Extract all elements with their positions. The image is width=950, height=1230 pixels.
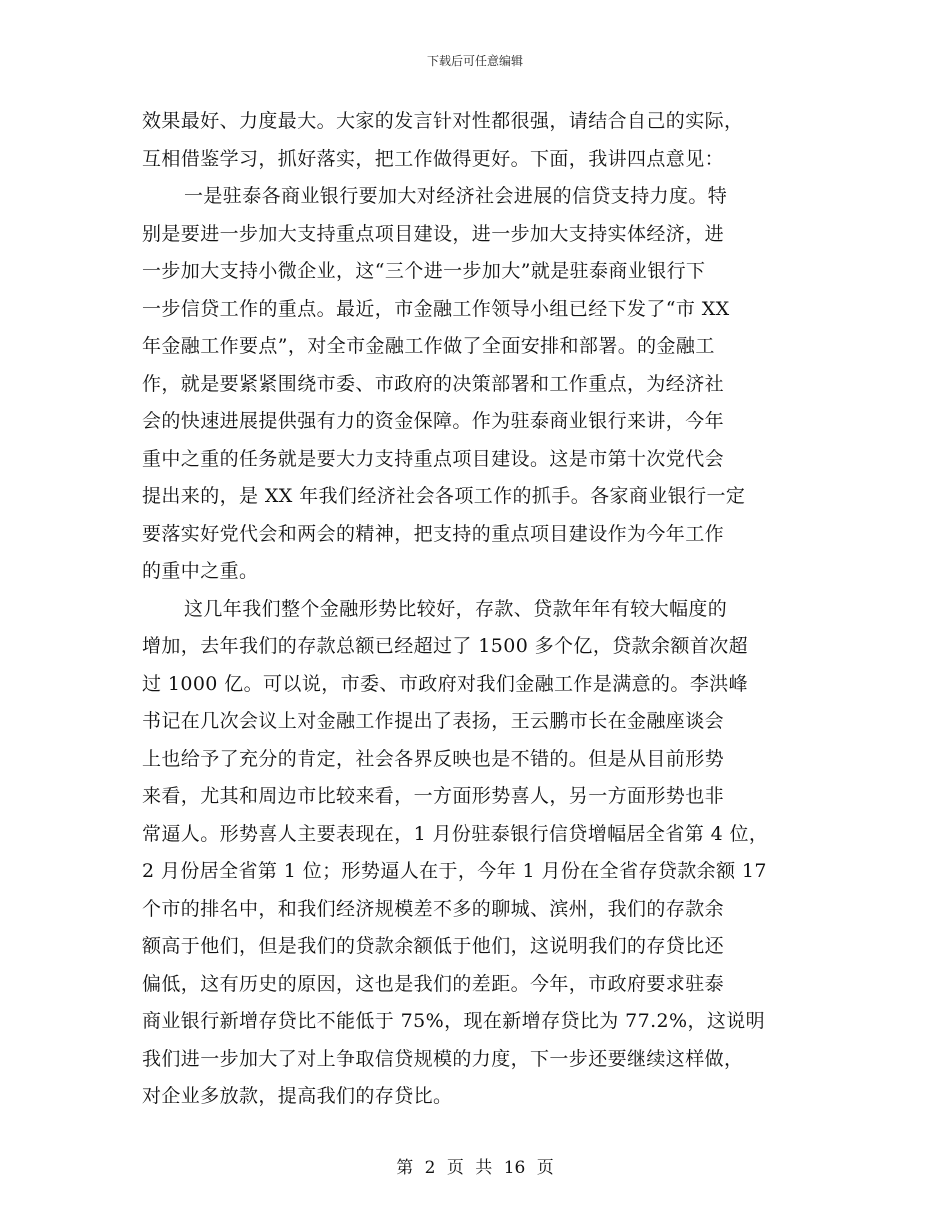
body-text-line: 的重中之重。: [142, 560, 259, 582]
body-text-line: 作，就是要紧紧围绕市委、市政府的决策部署和工作重点，为经济社: [142, 372, 725, 395]
body-text-line: 要落实好党代会和两会的精神，把支持的重点项目建设作为今年工作: [142, 522, 725, 545]
body-text-line: 对企业多放款，提高我们的存贷比。: [142, 1085, 453, 1107]
body-text-line: 来看，尤其和周边市比较来看，一方面形势喜人，另一方面形势也非: [142, 785, 725, 807]
body-text-line: 互相借鉴学习，抓好落实，把工作做得更好。下面，我讲四点意见：: [142, 147, 725, 170]
body-text-line: 上也给予了充分的肯定，社会各界反映也是不错的。但是从目前形势: [142, 747, 725, 770]
body-text-line: 额高于他们，但是我们的贷款余额低于他们，这说明我们的存贷比还: [142, 935, 725, 957]
body-text-line: 常逼人。形势喜人主要表现在，1 月份驻泰银行信贷增幅居全省第 4 位，: [142, 822, 769, 845]
document-body: [142, 103, 822, 1116]
body-text-line: 重中之重的任务就是要大力支持重点项目建设。这是市第十次党代会: [142, 447, 725, 470]
body-text-line: 一步信贷工作的重点。最近，市金融工作领导小组已经下发了“市 XX: [142, 297, 730, 320]
body-text-line: 一是驻泰各商业银行要加大对经济社会进展的信贷支持力度。特: [184, 185, 728, 207]
body-text-line: 2 月份居全省第 1 位；形势逼人在于，今年 1 月份在全省存贷款余额 17: [142, 860, 767, 882]
body-text-line: 个市的排名中，和我们经济规模差不多的聊城、滨州，我们的存款余: [142, 897, 725, 920]
body-text-line: 会的快速进展提供强有力的资金保障。作为驻泰商业银行来讲，今年: [142, 410, 725, 432]
body-text-line: 商业银行新增存贷比不能低于 75%，现在新增存贷比为 77.2%，这说明: [142, 1010, 766, 1032]
page-footer: 第 2 页 共 16 页: [396, 1158, 554, 1178]
page-header: 下载后可任意编辑: [426, 54, 523, 68]
body-text-line: 提出来的，是 XX 年我们经济社会各项工作的抓手。各家商业银行一定: [142, 485, 746, 507]
body-text-line: 我们进一步加大了对上争取信贷规模的力度，下一步还要继续这样做，: [142, 1047, 744, 1070]
body-text-line: 偏低，这有历史的原因，这也是我们的差距。今年，市政府要求驻泰: [142, 972, 725, 995]
body-text-line: 年金融工作要点”，对全市金融工作做了全面安排和部署。的金融工: [142, 335, 715, 357]
body-text-line: 书记在几次会议上对金融工作提出了表扬，王云鹏市长在金融座谈会: [142, 710, 725, 732]
body-text-line: 这几年我们整个金融形势比较好，存款、贷款年年有较大幅度的: [184, 597, 728, 620]
body-text-line: 效果最好、力度最大。大家的发言针对性都很强，请结合自己的实际，: [142, 110, 744, 132]
body-text-line: 一步加大支持小微企业，这“三个进一步加大”就是驻泰商业银行下: [142, 260, 706, 282]
body-text-line: 过 1000 亿。可以说，市委、市政府对我们金融工作是满意的。李洪峰: [142, 672, 749, 695]
body-text-line: 别是要进一步加大支持重点项目建设，进一步加大支持实体经济，进: [142, 222, 725, 245]
body-text-line: 增加，去年我们的存款总额已经超过了 1500 多个亿，贷款余额首次超: [142, 635, 749, 657]
